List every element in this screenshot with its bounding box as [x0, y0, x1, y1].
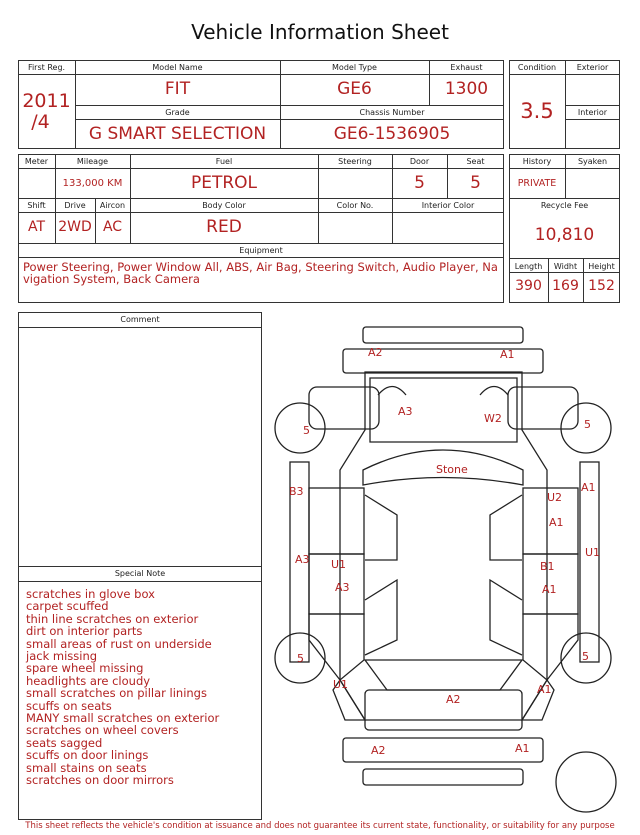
- mileage-label: Mileage: [76, 157, 109, 166]
- special-note-item: small areas of rust on underside: [26, 636, 212, 651]
- interior-color-label: Interior Color: [421, 201, 475, 210]
- steering-label: Steering: [338, 157, 372, 166]
- body-color-label: Body Color: [202, 201, 246, 210]
- special-note-item: spare wheel missing: [26, 661, 144, 676]
- mark-front-left-bumper: A2: [368, 346, 383, 359]
- model-name-label: Model Name: [152, 63, 203, 72]
- special-note-list: [26, 588, 258, 787]
- special-note-item: scuffs on door linings: [26, 748, 149, 763]
- drive-label: Drive: [64, 201, 86, 210]
- special-note-item: scuffs on seats: [26, 698, 112, 713]
- special-note-item: thin line scratches on exterior: [26, 611, 199, 626]
- mark-rear-left-wheel: 5: [297, 652, 304, 665]
- model-name-value: FIT: [164, 79, 191, 99]
- mark-tailgate: A2: [446, 693, 461, 706]
- height-value: 152: [588, 278, 615, 294]
- mark-front-right-bumper: A1: [500, 348, 515, 361]
- body-color-value: RED: [206, 217, 242, 237]
- mark-rear-left-quarter: U1: [333, 678, 349, 691]
- special-note-item: headlights are cloudy: [26, 673, 151, 688]
- history-value: PRIVATE: [517, 178, 557, 189]
- special-note-item: dirt on interior parts: [26, 624, 143, 639]
- fuel-value: PETROL: [190, 173, 258, 193]
- equipment-value: Power Steering, Power Window All, ABS, Air Bag, Steering Switch, Audio Player, Navigation System, Back Camera: [23, 260, 498, 286]
- special-note-item: small scratches on pillar linings: [26, 686, 207, 701]
- special-note-item: small stains on seats: [26, 760, 147, 775]
- length-label: Length: [514, 262, 543, 271]
- chassis-number-label: Chassis Number: [359, 108, 425, 117]
- special-note-item: seats sagged: [26, 735, 103, 750]
- mark-front-right-wheel: 5: [584, 418, 591, 431]
- comment-label: Comment: [120, 315, 160, 324]
- drive-value: 2WD: [58, 219, 92, 235]
- exhaust-value: 1300: [444, 79, 489, 99]
- special-note-item: jack missing: [26, 649, 98, 664]
- mark-rear-left-bumper: A2: [371, 744, 386, 757]
- condition-label: Condition: [517, 63, 557, 72]
- chassis-number-value: GE6-1536905: [333, 124, 451, 144]
- grade-label: Grade: [165, 108, 190, 117]
- shift-value: AT: [27, 219, 46, 235]
- first-reg-label: First Reg.: [27, 63, 66, 72]
- width-value: 169: [552, 278, 579, 294]
- meter-label: Meter: [24, 157, 49, 166]
- exhaust-label: Exhaust: [450, 63, 483, 72]
- mark-hood-right: W2: [484, 412, 502, 425]
- history-label: History: [522, 157, 552, 166]
- mark-right-front-door-1: U2: [547, 491, 563, 504]
- color-no-label: Color No.: [336, 201, 374, 210]
- door-label: Door: [409, 157, 430, 166]
- recycle-fee-value: 10,810: [534, 225, 595, 245]
- mark-right-front-fender: A1: [581, 481, 596, 494]
- mark-rear-right-bumper: A1: [515, 742, 530, 755]
- mark-left-front-door-1: U1: [331, 558, 347, 571]
- model-type-label: Model Type: [332, 63, 377, 72]
- recycle-fee-label: Recycle Fee: [540, 201, 589, 210]
- mark-right-door-panel: U1: [585, 546, 601, 559]
- car-damage-diagram: [270, 320, 620, 820]
- equipment-label: Equipment: [239, 246, 283, 255]
- special-note-label: Special Note: [114, 569, 166, 578]
- exterior-label: Exterior: [576, 63, 609, 72]
- interior-label: Interior: [577, 108, 608, 117]
- syaken-label: Syaken: [577, 157, 608, 166]
- first-reg-year: 2011: [22, 90, 71, 112]
- seat-label: Seat: [466, 157, 485, 166]
- grade-value: G SMART SELECTION: [88, 124, 267, 144]
- mark-right-front-door-2: A1: [549, 516, 564, 529]
- mark-left-front-door-2: A3: [335, 581, 350, 594]
- seat-value: 5: [470, 173, 481, 193]
- mileage-value: 133,000 KM: [62, 178, 123, 189]
- length-value: 390: [515, 278, 542, 294]
- height-label: Height: [588, 262, 615, 271]
- special-note-item: scratches on door mirrors: [26, 773, 174, 788]
- mark-front-left-wheel: 5: [303, 424, 310, 437]
- special-note-item: MANY small scratches on exterior: [26, 711, 220, 726]
- mark-rear-right-wheel: 5: [582, 650, 589, 663]
- disclaimer-footer: This sheet reflects the vehicle's condition at issuance and does not guarantee its current state, functionality, or suitability for any purpose: [25, 821, 615, 831]
- special-note-item: scratches on wheel covers: [26, 723, 179, 738]
- page-title: Vehicle Information Sheet: [191, 20, 449, 44]
- aircon-label: Aircon: [99, 201, 126, 210]
- special-note-item: scratches in glove box: [26, 587, 155, 601]
- door-value: 5: [414, 173, 425, 193]
- width-label: Widht: [553, 262, 578, 271]
- fuel-label: Fuel: [215, 157, 233, 166]
- mark-right-rear-door-2: A1: [542, 583, 557, 596]
- first-reg-month: /4: [31, 111, 50, 133]
- mark-rear-right-quarter: A1: [537, 683, 552, 696]
- mark-right-rear-door-1: B1: [540, 560, 555, 573]
- aircon-value: AC: [102, 219, 123, 235]
- mark-left-front-fender: B3: [289, 485, 304, 498]
- condition-score: 3.5: [520, 99, 554, 123]
- special-note-item: carpet scuffed: [26, 599, 109, 614]
- shift-label: Shift: [27, 201, 46, 210]
- mark-hood-left: A3: [398, 405, 413, 418]
- mark-windshield: Stone: [436, 463, 468, 476]
- model-type-value: GE6: [337, 79, 372, 99]
- mark-left-door-panel: A3: [295, 553, 310, 566]
